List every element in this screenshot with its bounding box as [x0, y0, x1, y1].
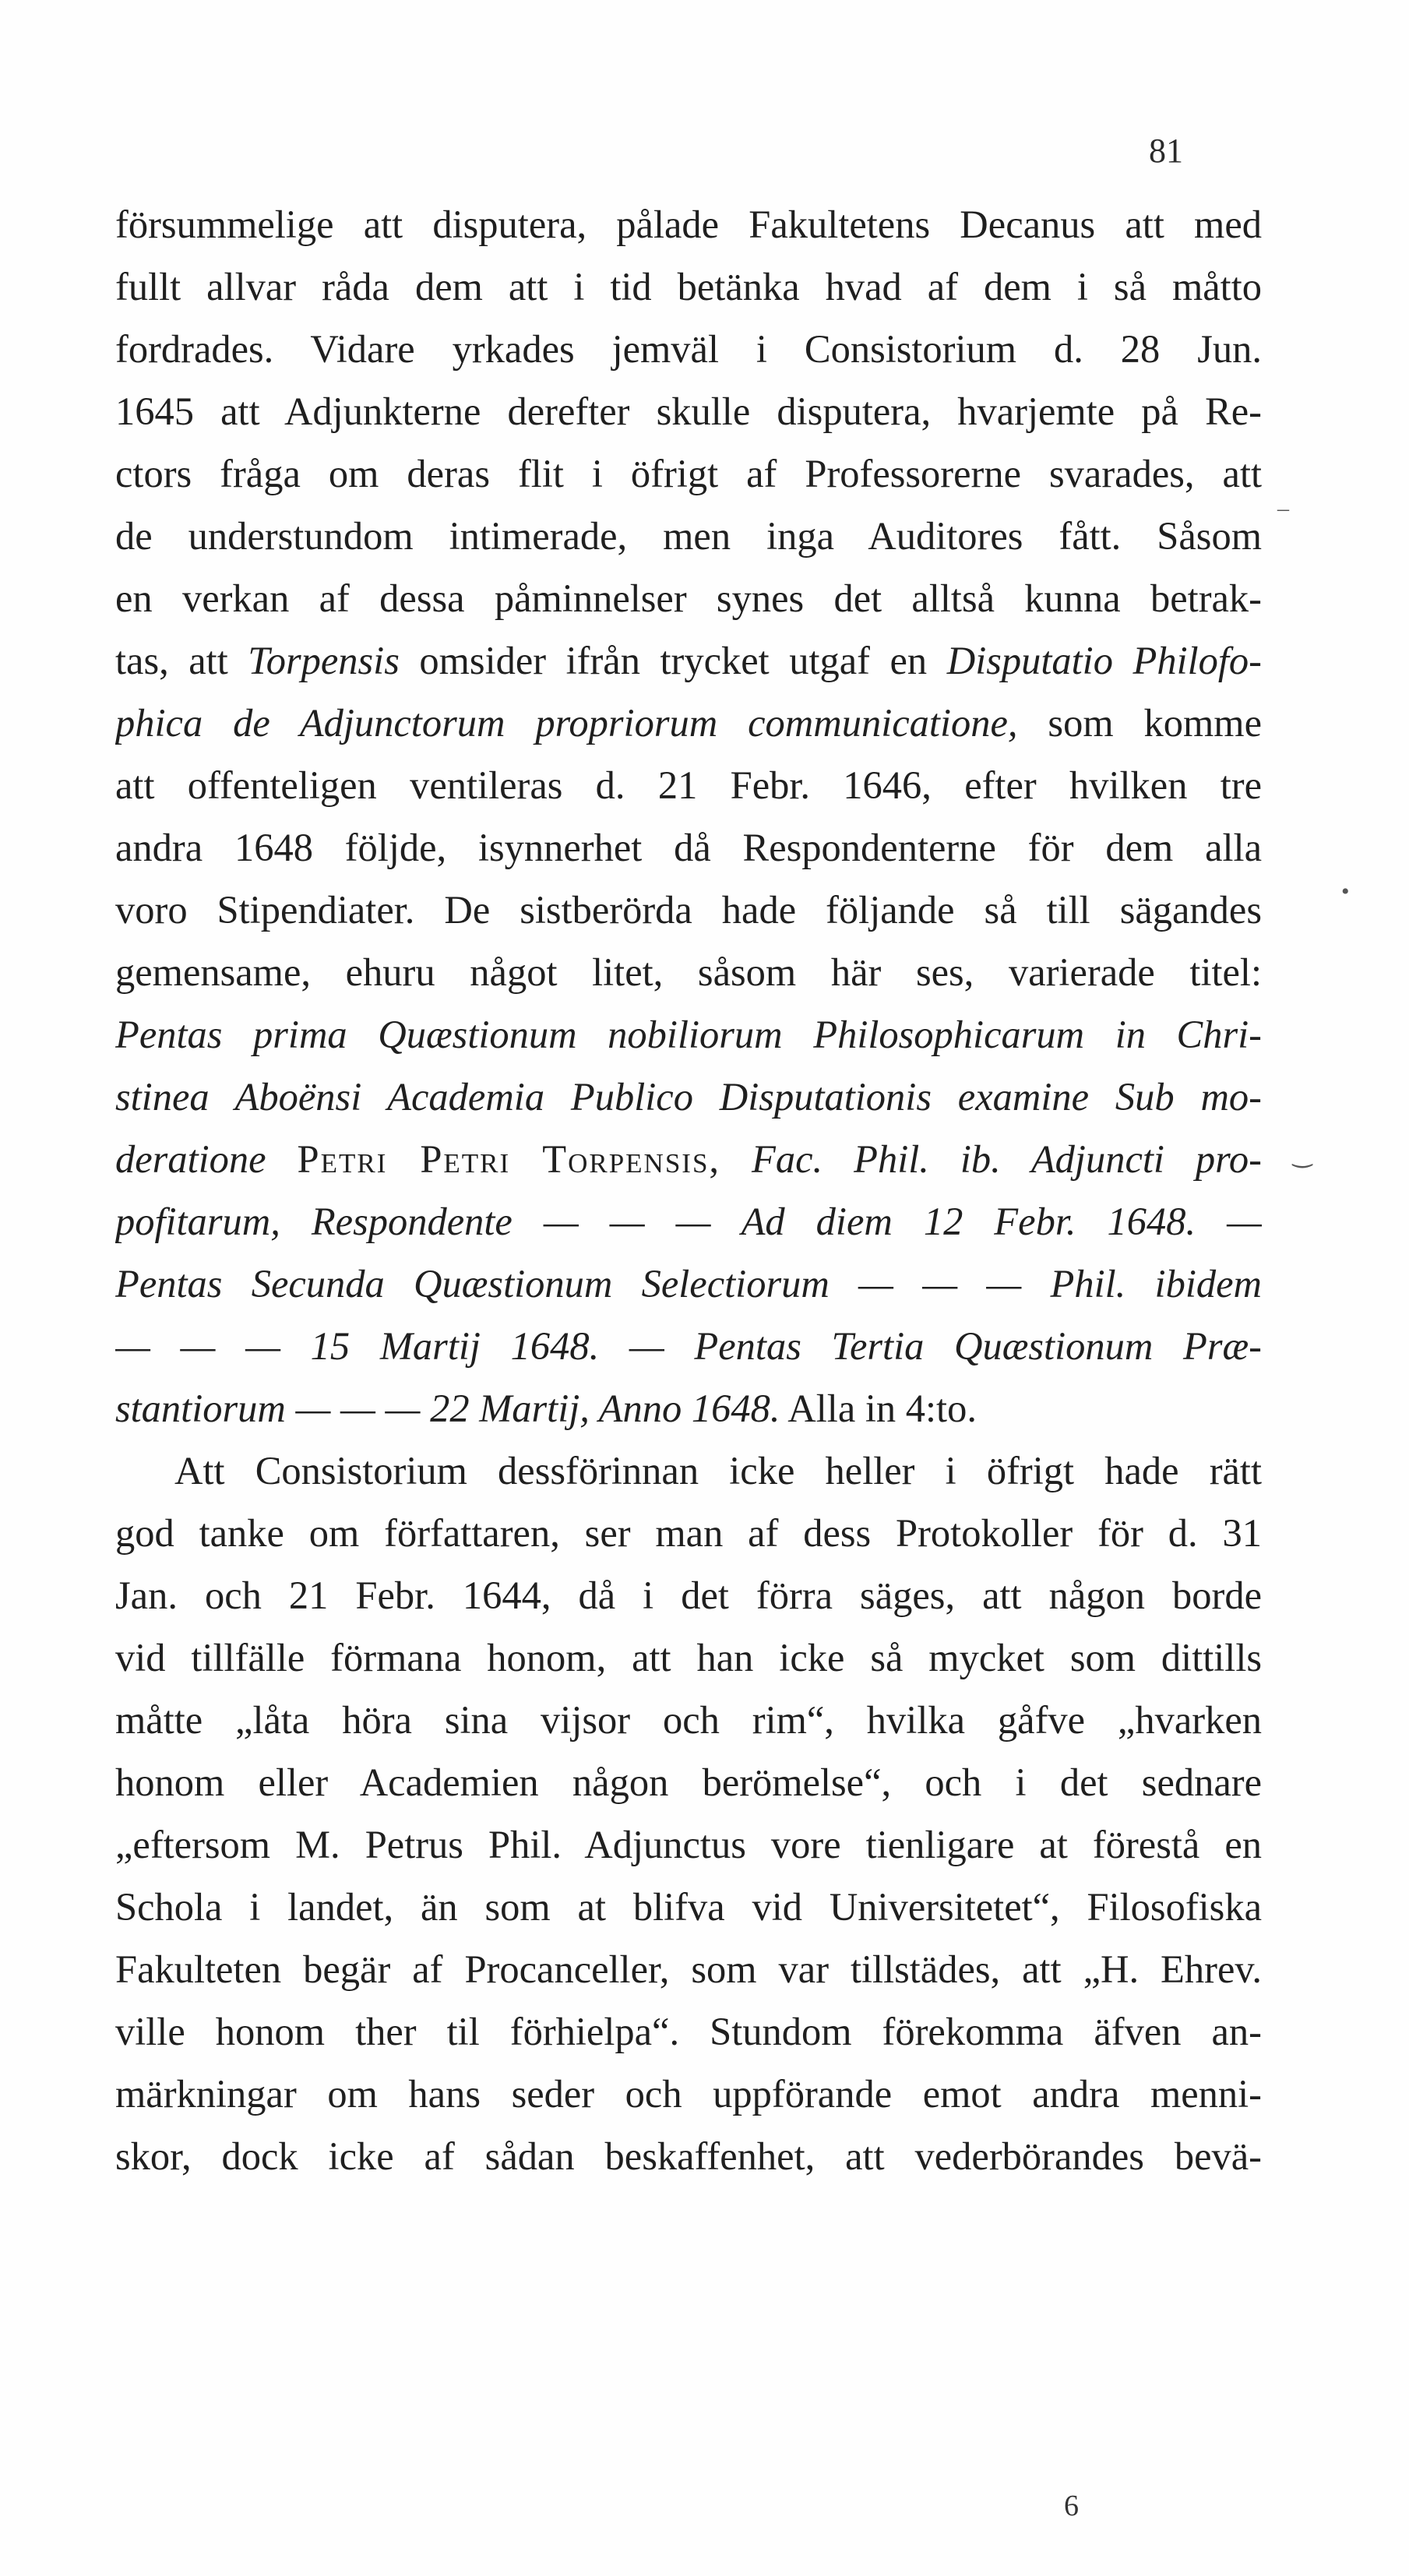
italic-text: stinea Aboënsi Academia Publico Disputationis examine Sub mo-: [115, 1075, 1262, 1119]
italic-text: Torpensis: [248, 639, 400, 682]
text-segment: andra 1648 följde, isynnerhet då Respondenterne för dem alla: [115, 826, 1262, 869]
margin-tick-mark: ‿: [1293, 1142, 1312, 1168]
text-segment: försummelige att disputera, pålade Fakultetens Decanus att med: [115, 203, 1262, 246]
text-segment: fordrades. Vidare yrkades jemväl i Consistorium d. 28 Jun.: [115, 327, 1262, 371]
text-line: [115, 380, 1262, 442]
text-segment: en verkan af dessa påminnelser synes det alltså kunna betrak-: [115, 576, 1262, 620]
text-segment: som komme: [1017, 701, 1262, 745]
page-number: 81: [1149, 132, 1183, 170]
text-line: [115, 1190, 1262, 1253]
text-segment: tas, att: [115, 639, 248, 682]
text-line: [115, 1315, 1262, 1377]
text-segment: god tanke om författaren, ser man af dess Protokoller för d. 31: [115, 1511, 1262, 1555]
text-line: [115, 941, 1262, 1003]
text-segment: fullt allvar råda dem att i tid betänka hvad af dem i så måtto: [115, 265, 1262, 308]
text-line: [115, 1502, 1262, 1564]
text-segment: märkningar om hans seder och uppförande emot andra menni-: [115, 2072, 1262, 2116]
text-line: [115, 1689, 1262, 1751]
text-line: [115, 2125, 1262, 2187]
text-segment: Jan. och 21 Febr. 1644, då i det förra säges, att någon borde: [115, 1573, 1262, 1617]
italic-text: Pentas prima Quæstionum nobiliorum Philosophicarum in Chri-: [115, 1013, 1262, 1056]
text-segment: Fakulteten begär af Procanceller, som var tillstädes, att „H. Ehrev.: [115, 1947, 1262, 1991]
text-line: [115, 1626, 1262, 1689]
text-line: [115, 1564, 1262, 1626]
text-segment: ville honom ther til förhielpa“. Stundom förekomma äfven an-: [115, 2010, 1262, 2053]
text-line: [115, 1128, 1262, 1190]
text-segment: 1645 att Adjunkterne derefter skulle disputera, hvarjemte på Re-: [115, 389, 1262, 433]
italic-text: — — — 15 Martij 1648. — Pentas Tertia Quæstionum Præ-: [115, 1324, 1262, 1368]
margin-dash-mark: _: [1277, 488, 1289, 513]
text-segment: skor, dock icke af sådan beskaffenhet, att vederbörandes bevä-: [115, 2134, 1262, 2178]
text-line: [115, 629, 1262, 692]
margin-dot-mark: •: [1341, 879, 1350, 904]
text-segment: [266, 1137, 298, 1181]
italic-text: Fac. Phil. ib. Adjuncti pro-: [752, 1137, 1262, 1181]
text-segment: omsider ifrån trycket utgaf en: [399, 639, 947, 682]
text-segment: måtte „låta höra sina vijsor och rim“, hvilka gåfve „hvarken: [115, 1698, 1262, 1742]
text-line: [115, 442, 1262, 505]
text-segment: ctors fråga om deras flit i öfrigt af Professorerne svarades, att: [115, 452, 1262, 495]
text-line: [115, 1066, 1262, 1128]
text-segment: Att Consistorium dessförinnan icke heller i öfrigt hade rätt: [174, 1449, 1262, 1492]
italic-text: phica de Adjunctorum propriorum communicatione,: [115, 701, 1018, 745]
text-segment: vid tillfälle förmana honom, att han icke så mycket som dittills: [115, 1636, 1262, 1679]
text-segment: voro Stipendiater. De sistberörda hade följande så till sägandes: [115, 888, 1262, 932]
text-line: [115, 1813, 1262, 1876]
text-segment: Schola i landet, än som at blifva vid Universitetet“, Filosofiska: [115, 1885, 1262, 1929]
italic-text: stantiorum — — — 22 Martij, Anno 1648.: [115, 1387, 780, 1430]
text-line: [115, 505, 1262, 567]
text-line: [115, 692, 1262, 754]
text-segment: gemensame, ehuru något litet, såsom här ses, varierade titel:: [115, 950, 1262, 994]
text-line: [115, 193, 1262, 255]
small-caps-text: Petri Petri Torpensis,: [297, 1137, 721, 1181]
italic-text: Pentas Secunda Quæstionum Selectiorum — — — Phil. ibidem: [115, 1262, 1262, 1306]
text-segment: „eftersom M. Petrus Phil. Adjunctus vore tienligare at förestå en: [115, 1823, 1262, 1866]
text-line: [115, 1003, 1262, 1066]
body-text: [115, 193, 1262, 2187]
text-line: [115, 2063, 1262, 2125]
text-line: [115, 754, 1262, 816]
text-line: [115, 255, 1262, 318]
text-line: [115, 1253, 1262, 1315]
text-line: [115, 1938, 1262, 2000]
text-line: [115, 318, 1262, 380]
text-line: [115, 816, 1262, 879]
text-line: [115, 1751, 1262, 1813]
text-line: [115, 2000, 1262, 2063]
text-line: [115, 879, 1262, 941]
text-segment: de understundom intimerade, men inga Auditores fått. Såsom: [115, 514, 1262, 558]
italic-text: deratione: [115, 1137, 266, 1181]
text-line: [115, 567, 1262, 629]
text-line: [115, 1440, 1262, 1502]
text-segment: Alla in 4:to.: [780, 1387, 977, 1430]
text-segment: honom eller Academien någon berömelse“, och i det sednare: [115, 1760, 1262, 1804]
text-line: [115, 1377, 1262, 1440]
text-line: [115, 1876, 1262, 1938]
text-segment: att offenteligen ventileras d. 21 Febr. 1646, efter hvilken tre: [115, 763, 1262, 807]
italic-text: Disputatio Philofo-: [946, 639, 1262, 682]
text-segment: [720, 1137, 752, 1181]
italic-text: pofitarum, Respondente — — — Ad diem 12 Febr. 1648. —: [115, 1200, 1262, 1243]
signature-mark: 6: [1064, 2490, 1079, 2522]
